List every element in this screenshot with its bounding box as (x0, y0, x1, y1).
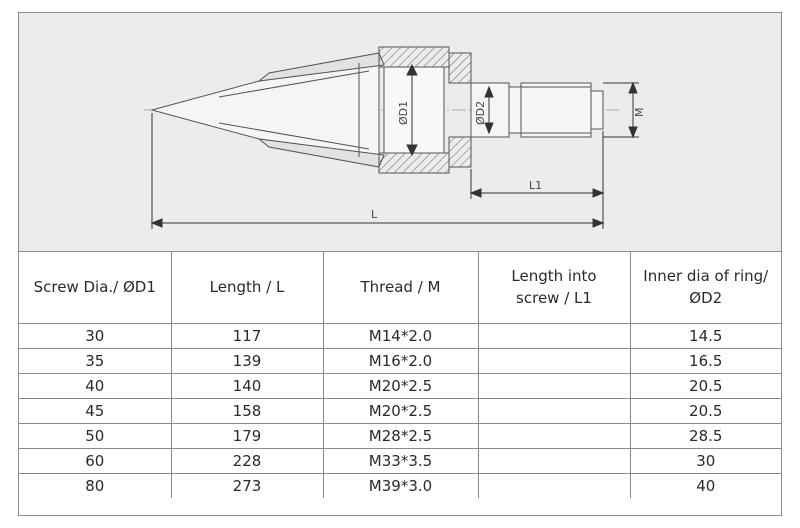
cell-inner-dia-ring: 30 (630, 449, 781, 474)
table-row (19, 399, 781, 424)
cell-inner-dia-ring: 20.5 (630, 374, 781, 399)
cell-length-into-screw (478, 324, 630, 349)
table-row (19, 349, 781, 374)
table-row (19, 449, 781, 474)
table-row (19, 424, 781, 449)
cell-thread: M20*2.5 (323, 374, 478, 399)
spec-sheet (18, 12, 782, 516)
cell-length-into-screw (478, 424, 630, 449)
table-row (19, 374, 781, 399)
cell-length: 117 (171, 324, 323, 349)
cell-length: 228 (171, 449, 323, 474)
header-inner-dia-ring: Inner dia of ring/ ØD2 (630, 251, 781, 324)
cell-screw-dia: 50 (19, 424, 171, 449)
cell-length: 273 (171, 474, 323, 499)
cell-length: 158 (171, 399, 323, 424)
cell-screw-dia: 30 (19, 324, 171, 349)
d2-label: ØD2 (474, 100, 487, 125)
table-row (19, 474, 781, 499)
header-length: Length / L (171, 251, 323, 324)
d1-label: ØD1 (397, 100, 410, 125)
cell-thread: M14*2.0 (323, 324, 478, 349)
cell-inner-dia-ring: 40 (630, 474, 781, 499)
cell-thread: M20*2.5 (323, 399, 478, 424)
cell-inner-dia-ring: 16.5 (630, 349, 781, 374)
cell-length: 139 (171, 349, 323, 374)
table-header-row (19, 251, 781, 324)
l-label: L (371, 208, 378, 221)
table-row (19, 324, 781, 349)
cell-screw-dia: 80 (19, 474, 171, 499)
cell-thread: M33*3.5 (323, 449, 478, 474)
header-thread: Thread / M (323, 251, 478, 324)
cell-length: 140 (171, 374, 323, 399)
cell-length-into-screw (478, 374, 630, 399)
cell-length-into-screw (478, 449, 630, 474)
cell-thread: M28*2.5 (323, 424, 478, 449)
cell-length-into-screw (478, 349, 630, 374)
cell-thread: M16*2.0 (323, 349, 478, 374)
header-screw-dia: Screw Dia./ ØD1 (19, 251, 171, 324)
cell-length-into-screw (478, 474, 630, 499)
cell-inner-dia-ring: 28.5 (630, 424, 781, 449)
screw-tip-drawing (19, 13, 781, 251)
cell-screw-dia: 60 (19, 449, 171, 474)
cell-thread: M39*3.0 (323, 474, 478, 499)
m-label: M (633, 107, 646, 117)
l1-label: L1 (529, 179, 543, 192)
cell-inner-dia-ring: 14.5 (630, 324, 781, 349)
cone-tip (152, 53, 384, 167)
spec-table (19, 251, 781, 498)
technical-drawing (19, 13, 781, 252)
thread-section (521, 83, 603, 137)
header-length-into-screw: Length into screw / L1 (478, 251, 630, 324)
cell-screw-dia: 45 (19, 399, 171, 424)
cell-length: 179 (171, 424, 323, 449)
cell-inner-dia-ring: 20.5 (630, 399, 781, 424)
cell-screw-dia: 40 (19, 374, 171, 399)
cell-length-into-screw (478, 399, 630, 424)
cell-screw-dia: 35 (19, 349, 171, 374)
